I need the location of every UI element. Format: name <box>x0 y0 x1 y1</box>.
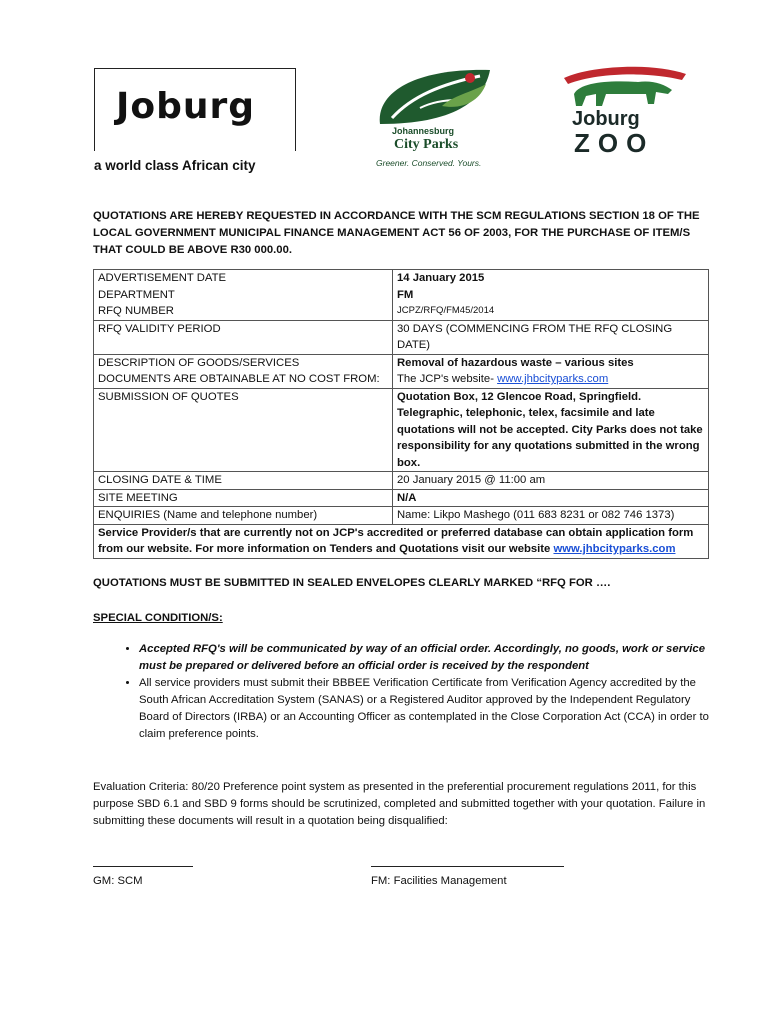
list-item: • Accepted RFQ's will be communicated by way of an official order. Accordingly, no goods, work or service must be prepared or delivered before an official order is received by the respondent <box>139 641 715 675</box>
list-item: • All service providers must submit their BBBEE Verification Certificate from Verification Agency accredited by the South African Accreditation System (SANAS) or a Registered Auditor approved by the Independent Regulatory Board of Directors (IRBA) or an Accounting Officer as contemplated in the Close Corporation Act (CCA) in order to claim preference points. <box>139 675 715 743</box>
website-link[interactable]: www.jhbcityparks.com <box>497 373 609 385</box>
table-row <box>94 270 709 287</box>
documents-value <box>393 371 709 388</box>
city-parks-name-top: Johannesburg <box>392 126 455 136</box>
submission-value: Quotation Box, 12 Glencoe Road, Springfield. Telegraphic, telephonic, telex, facsimile and late quotations will not be accepted. City Parks does not take responsibility for any quotations submitted in the wrong box. <box>393 388 709 472</box>
table-row <box>94 287 709 304</box>
rfq-number-label: RFQ NUMBER <box>94 303 393 320</box>
table-row <box>94 507 709 525</box>
closing-label: CLOSING DATE & TIME <box>94 472 393 490</box>
documents-prefix: The JCP's website- <box>397 373 498 385</box>
closing-value: 20 January 2015 @ 11:00 am <box>393 472 709 490</box>
rfq-number-value: JCPZ/RFQ/FM45/2014 <box>393 303 709 320</box>
department-value: FM <box>393 287 709 304</box>
signature-block <box>93 866 715 896</box>
table-row <box>94 524 709 558</box>
zoo-logo-word-top: Joburg <box>572 108 640 130</box>
site-meeting-value: N/A <box>393 489 709 507</box>
city-parks-name-bottom: City Parks <box>394 137 459 152</box>
enquiries-label: ENQUIRIES (Name and telephone number) <box>94 507 393 525</box>
table-row <box>94 472 709 490</box>
document-body <box>93 208 715 896</box>
signature-line <box>93 866 193 867</box>
table-row <box>94 388 709 472</box>
table-row <box>94 320 709 354</box>
advertisement-date-label: ADVERTISEMENT DATE <box>94 270 393 287</box>
rfq-details-table <box>93 269 709 559</box>
joburg-logo <box>92 68 297 178</box>
submission-label: SUBMISSION OF QUOTES <box>94 388 393 472</box>
validity-value: 30 DAYS (COMMENCING FROM THE RFQ CLOSING DATE) <box>393 320 709 354</box>
intro-paragraph: QUOTATIONS ARE HEREBY REQUESTED IN ACCORDANCE WITH THE SCM REGULATIONS SECTION 18 OF THE LOCAL GOVERNMENT MUNICIPAL FINANCE MANAGEMENT ACT 56 OF 2003, FOR THE PURCHASE OF ITEM/S THAT COULD BE ABOVE R30 000.00. <box>93 210 700 256</box>
validity-label: RFQ VALIDITY PERIOD <box>94 320 393 354</box>
signature-fm <box>371 866 564 890</box>
logo-banner <box>0 60 770 173</box>
enquiries-value: Name: Likpo Mashego (011 683 8231 or 082 746 1373) <box>393 507 709 525</box>
joburg-logo-word: Joburg <box>116 86 256 127</box>
table-row <box>94 371 709 388</box>
zoo-logo-word-bottom: ZOO <box>574 128 655 158</box>
signature-line <box>371 866 564 867</box>
conditions-list <box>93 641 715 743</box>
zoo-animal-icon <box>560 64 690 110</box>
city-parks-logo <box>372 66 502 166</box>
description-value: Removal of hazardous waste – various sites <box>393 354 709 371</box>
description-label: DESCRIPTION OF GOODS/SERVICES <box>94 354 393 371</box>
database-notice <box>94 524 709 558</box>
table-row <box>94 489 709 507</box>
city-parks-leaf-icon <box>372 66 502 128</box>
special-conditions-heading: SPECIAL CONDITION/S: <box>93 611 223 624</box>
table-row <box>94 354 709 371</box>
joburg-tagline: a world class African city <box>94 158 256 173</box>
signature-gm-scm <box>93 866 193 890</box>
database-notice-text: Service Provider/s that are currently not on JCP's accredited or preferred database can obtain application form from our website. For more information on Tenders and Quotations visit our website <box>98 526 694 555</box>
advertisement-date-value: 14 January 2015 <box>393 270 709 287</box>
site-meeting-label: SITE MEETING <box>94 489 393 507</box>
sealed-envelope-notice: QUOTATIONS MUST BE SUBMITTED IN SEALED ENVELOPES CLEARLY MARKED “RFQ FOR …. <box>93 576 611 589</box>
signature-label: GM: SCM <box>93 874 143 887</box>
city-parks-slogan: Greener. Conserved. Yours. <box>376 158 482 168</box>
signature-label: FM: Facilities Management <box>371 874 507 887</box>
website-link-footer[interactable]: www.jhbcityparks.com <box>553 543 676 555</box>
department-label: DEPARTMENT <box>94 287 393 304</box>
joburg-zoo-logo <box>560 64 690 164</box>
table-row <box>94 303 709 320</box>
evaluation-criteria: Evaluation Criteria: 80/20 Preference point system as presented in the preferential procurement regulations 2011, for this purpose SBD 6.1 and SBD 9 forms should be scrutinized, completed and submitted together with your quotation. Failure in submitting these documents will result in a quotation being disqualified: <box>93 780 706 827</box>
documents-label: DOCUMENTS ARE OBTAINABLE AT NO COST FROM: <box>94 371 393 388</box>
